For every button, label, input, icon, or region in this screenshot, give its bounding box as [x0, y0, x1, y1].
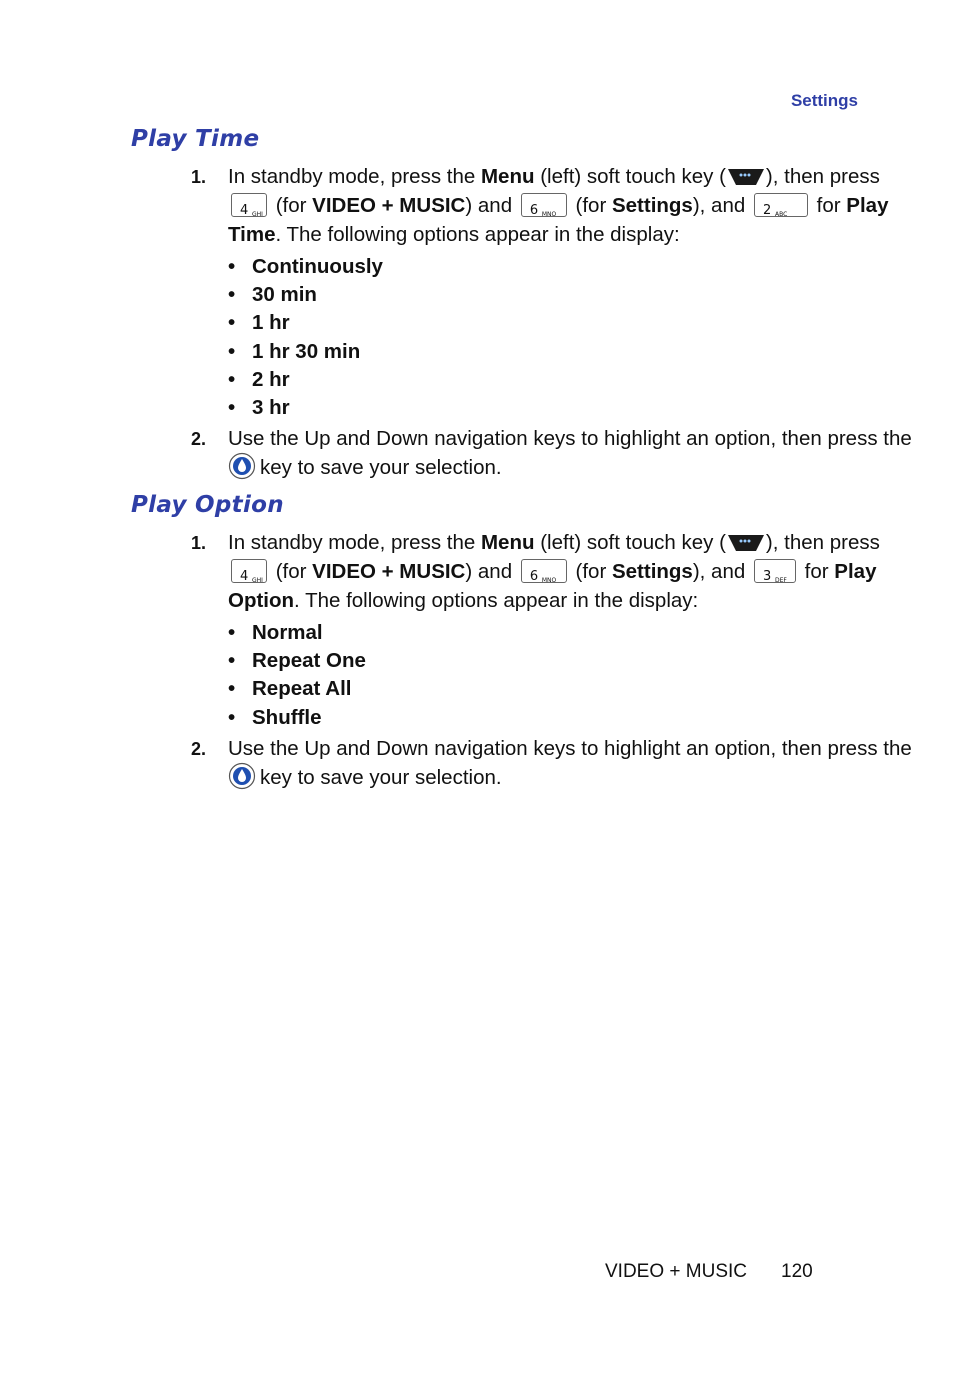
text: . The following options appear in the display:: [275, 223, 680, 246]
list-item: • Repeat All: [228, 677, 352, 701]
key-digit: 4: [240, 568, 249, 584]
step-number: 1.: [191, 533, 207, 553]
play-label: Play: [834, 560, 877, 583]
section-title-play-time: Play Time: [131, 126, 260, 152]
text: (for: [575, 194, 612, 217]
key-letters: GHI: [252, 576, 263, 584]
key-3-icon: [754, 559, 796, 583]
play-option-options-list: [228, 619, 366, 732]
key-letters: DEF: [774, 576, 787, 584]
footer-section: VIDEO + MUSIC: [605, 1261, 747, 1282]
step-number: 2.: [191, 739, 207, 759]
step-1-text: [228, 528, 880, 615]
text: (left) soft touch key (: [534, 165, 726, 188]
left-soft-key-icon: [726, 166, 766, 186]
key-6-icon: [521, 559, 567, 583]
key-2-icon: [754, 193, 808, 217]
text: ), then press: [765, 531, 880, 554]
list-item: • 1 hr 30 min: [228, 339, 361, 363]
key-4-icon: [231, 559, 267, 583]
key-digit: 2: [762, 202, 772, 218]
video-music-label: VIDEO + MUSIC: [312, 194, 466, 217]
text: ), and: [692, 194, 746, 217]
text: Use the Up and Down navigation keys to highlight an option, then press the: [228, 737, 912, 760]
option-label: 1 hr: [252, 311, 290, 335]
key-6-icon: [521, 193, 567, 217]
text: key to save your selection.: [260, 456, 502, 479]
option-label: 2 hr: [252, 367, 290, 391]
time-label: Time: [228, 223, 276, 246]
key-digit: 6: [529, 568, 539, 584]
option-label: Repeat All: [252, 677, 352, 701]
option-label: Normal: [252, 621, 323, 644]
settings-label: Settings: [611, 560, 693, 583]
option-label: 1 hr 30 min: [252, 339, 361, 363]
text: key to save your selection.: [260, 766, 502, 789]
text: ) and: [465, 560, 513, 583]
option-label: Continuously: [252, 255, 383, 278]
step-number: 1.: [191, 167, 207, 187]
list-item: • Normal: [228, 621, 323, 644]
option-label: Shuffle: [252, 705, 322, 729]
text: ) and: [465, 194, 513, 217]
option-label: Repeat One: [252, 649, 366, 673]
option-label: 30 min: [252, 283, 317, 307]
list-item: • Shuffle: [228, 705, 322, 729]
play-time-options-list: [228, 253, 383, 422]
text: ), then press: [765, 165, 880, 188]
option-label: Option: [228, 589, 295, 612]
menu-label: Menu: [480, 531, 535, 554]
text: (left) soft touch key (: [534, 531, 726, 554]
running-header: Settings: [790, 91, 858, 110]
ok-key-icon: [228, 762, 256, 790]
key-4-icon: [231, 193, 267, 217]
step-number: 2.: [191, 429, 207, 449]
key-letters: MNO: [541, 576, 557, 584]
list-item: • 3 hr: [228, 395, 290, 419]
key-digit: 3: [762, 568, 772, 584]
step-2-text: [228, 734, 912, 793]
page-number: 120: [781, 1261, 813, 1282]
key-letters: ABC: [774, 210, 788, 218]
text: (for: [575, 560, 612, 583]
list-item: • 1 hr: [228, 311, 290, 335]
menu-label: Menu: [480, 165, 535, 188]
text: In standby mode, press the: [228, 531, 481, 554]
step-1-text: [228, 162, 889, 249]
left-soft-key-icon: [726, 532, 766, 552]
list-item: • Continuously: [228, 255, 383, 278]
page-footer: [605, 1261, 813, 1283]
section-title-play-option: Play Option: [131, 492, 284, 518]
text: for: [804, 560, 835, 583]
text: (for: [275, 560, 313, 583]
list-item: • Repeat One: [228, 649, 366, 673]
settings-label: Settings: [611, 194, 693, 217]
play-label: Play: [846, 194, 889, 217]
list-item: • 2 hr: [228, 367, 290, 391]
text: In standby mode, press the: [228, 165, 481, 188]
text: ), and: [692, 560, 746, 583]
step-2-text: [228, 424, 912, 483]
key-letters: GHI: [252, 210, 263, 218]
text: (for: [275, 194, 313, 217]
option-label: 3 hr: [252, 395, 290, 419]
text: . The following options appear in the display:: [294, 589, 699, 612]
ok-key-icon: [228, 452, 256, 480]
video-music-label: VIDEO + MUSIC: [312, 560, 466, 583]
key-digit: 4: [240, 202, 249, 218]
list-item: • 30 min: [228, 283, 317, 307]
text: for: [816, 194, 847, 217]
key-digit: 6: [529, 202, 539, 218]
text: Use the Up and Down navigation keys to highlight an option, then press the: [228, 427, 912, 450]
key-letters: MNO: [541, 210, 557, 218]
